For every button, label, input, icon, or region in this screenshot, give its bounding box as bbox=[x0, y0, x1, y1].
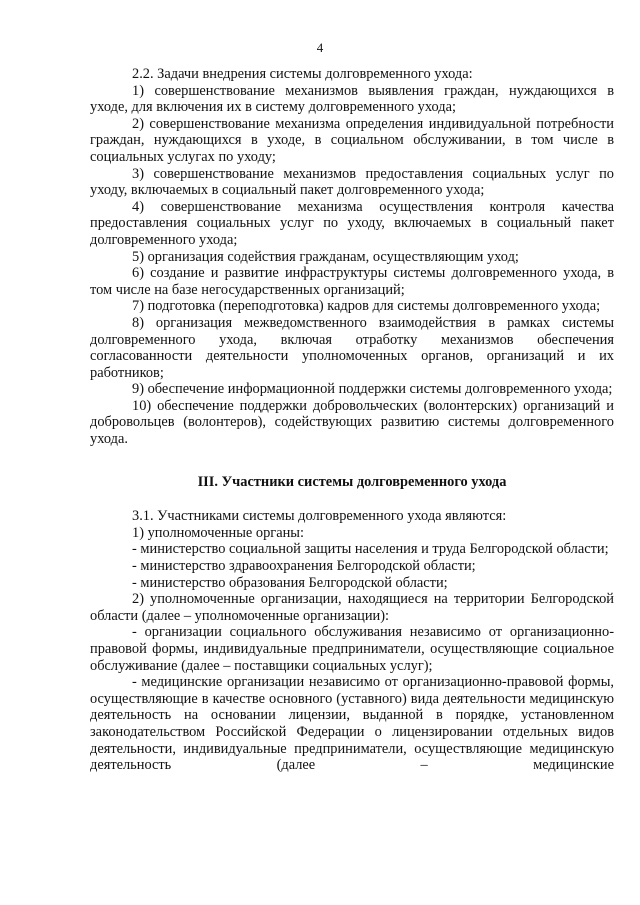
authorized-body-1: - министерство социальной защиты населения и труда Белгородской области; bbox=[132, 541, 609, 558]
section-heading: III. Участники системы долговременного ухода bbox=[197, 473, 507, 490]
task-item-8: 8) организация межведомственного взаимодействия в рамках системы долговременного ухода, включая отработку механизмов обеспечения согласованности деятельности уполномоченных органов, организаций и их работников; bbox=[90, 314, 614, 381]
task-item-1: 1) совершенствование механизмов выявления граждан, нуждающихся в уходе, для включения их в систему долговременного ухода; bbox=[90, 82, 614, 116]
task-item-10: 10) обеспечение поддержки добровольческих (волонтерских) организаций и добровольцев (волонтеров), содействующих развитию системы долговременного ухода. bbox=[90, 397, 614, 448]
participants-item-2: 2) уполномоченные организации, находящиеся на территории Белгородской области (далее – уполномоченные организации): bbox=[90, 591, 614, 624]
document-body bbox=[90, 66, 614, 774]
authorized-org-2: - медицинские организации независимо от организационно-правовой формы, осуществляющие в качестве основного (уставного) вида деятельности медицинскую деятельность на основании лицензии, выданной в порядке, установленном законодательством Российской Федерации о лицензировании отдельных видов деятельности, индивидуальные предприниматели, осуществляющие медицинскую деятельность (далее – медицинские bbox=[90, 674, 614, 774]
participants-item-1: 1) уполномоченные органы: bbox=[132, 524, 304, 541]
task-item-2: 2) совершенствование механизма определения индивидуальной потребности граждан, нуждающихся в уходе, в социальном обслуживании, в том числе в социальных услугах по уходу; bbox=[90, 115, 614, 165]
task-item-6: 6) создание и развитие инфраструктуры системы долговременного ухода, в том числе на базе негосударственных организаций; bbox=[90, 265, 614, 298]
page-number: 4 bbox=[316, 40, 324, 55]
task-item-3: 3) совершенствование механизмов предоставления социальных услуг по уходу, включаемых в социальный пакет долговременного ухода; bbox=[90, 165, 614, 199]
task-item-7: 7) подготовка (переподготовка) кадров для системы долговременного ухода; bbox=[132, 298, 601, 315]
authorized-body-2: - министерство здравоохранения Белгородской области; bbox=[132, 558, 476, 575]
participants-intro: 3.1. Участниками системы долговременного ухода являются: bbox=[132, 508, 507, 525]
task-item-4: 4) совершенствование механизма осуществления контроля качества предоставления социальных услуг по уходу, включаемых в социальный пакет долговременного ухода; bbox=[90, 198, 614, 248]
task-item-5: 5) организация содействия гражданам, осуществляющим уход; bbox=[132, 248, 519, 265]
tasks-intro: 2.2. Задачи внедрения системы долговременного ухода: bbox=[132, 66, 473, 82]
task-item-9: 9) обеспечение информационной поддержки системы долговременного ухода; bbox=[132, 381, 613, 398]
authorized-body-3: - министерство образования Белгородской области; bbox=[132, 574, 448, 591]
authorized-org-1: - организации социального обслуживания независимо от организационно-правовой формы, индивидуальные предприниматели, осуществляющие социальное обслуживание (далее – поставщики социальных услуг); bbox=[90, 624, 614, 674]
